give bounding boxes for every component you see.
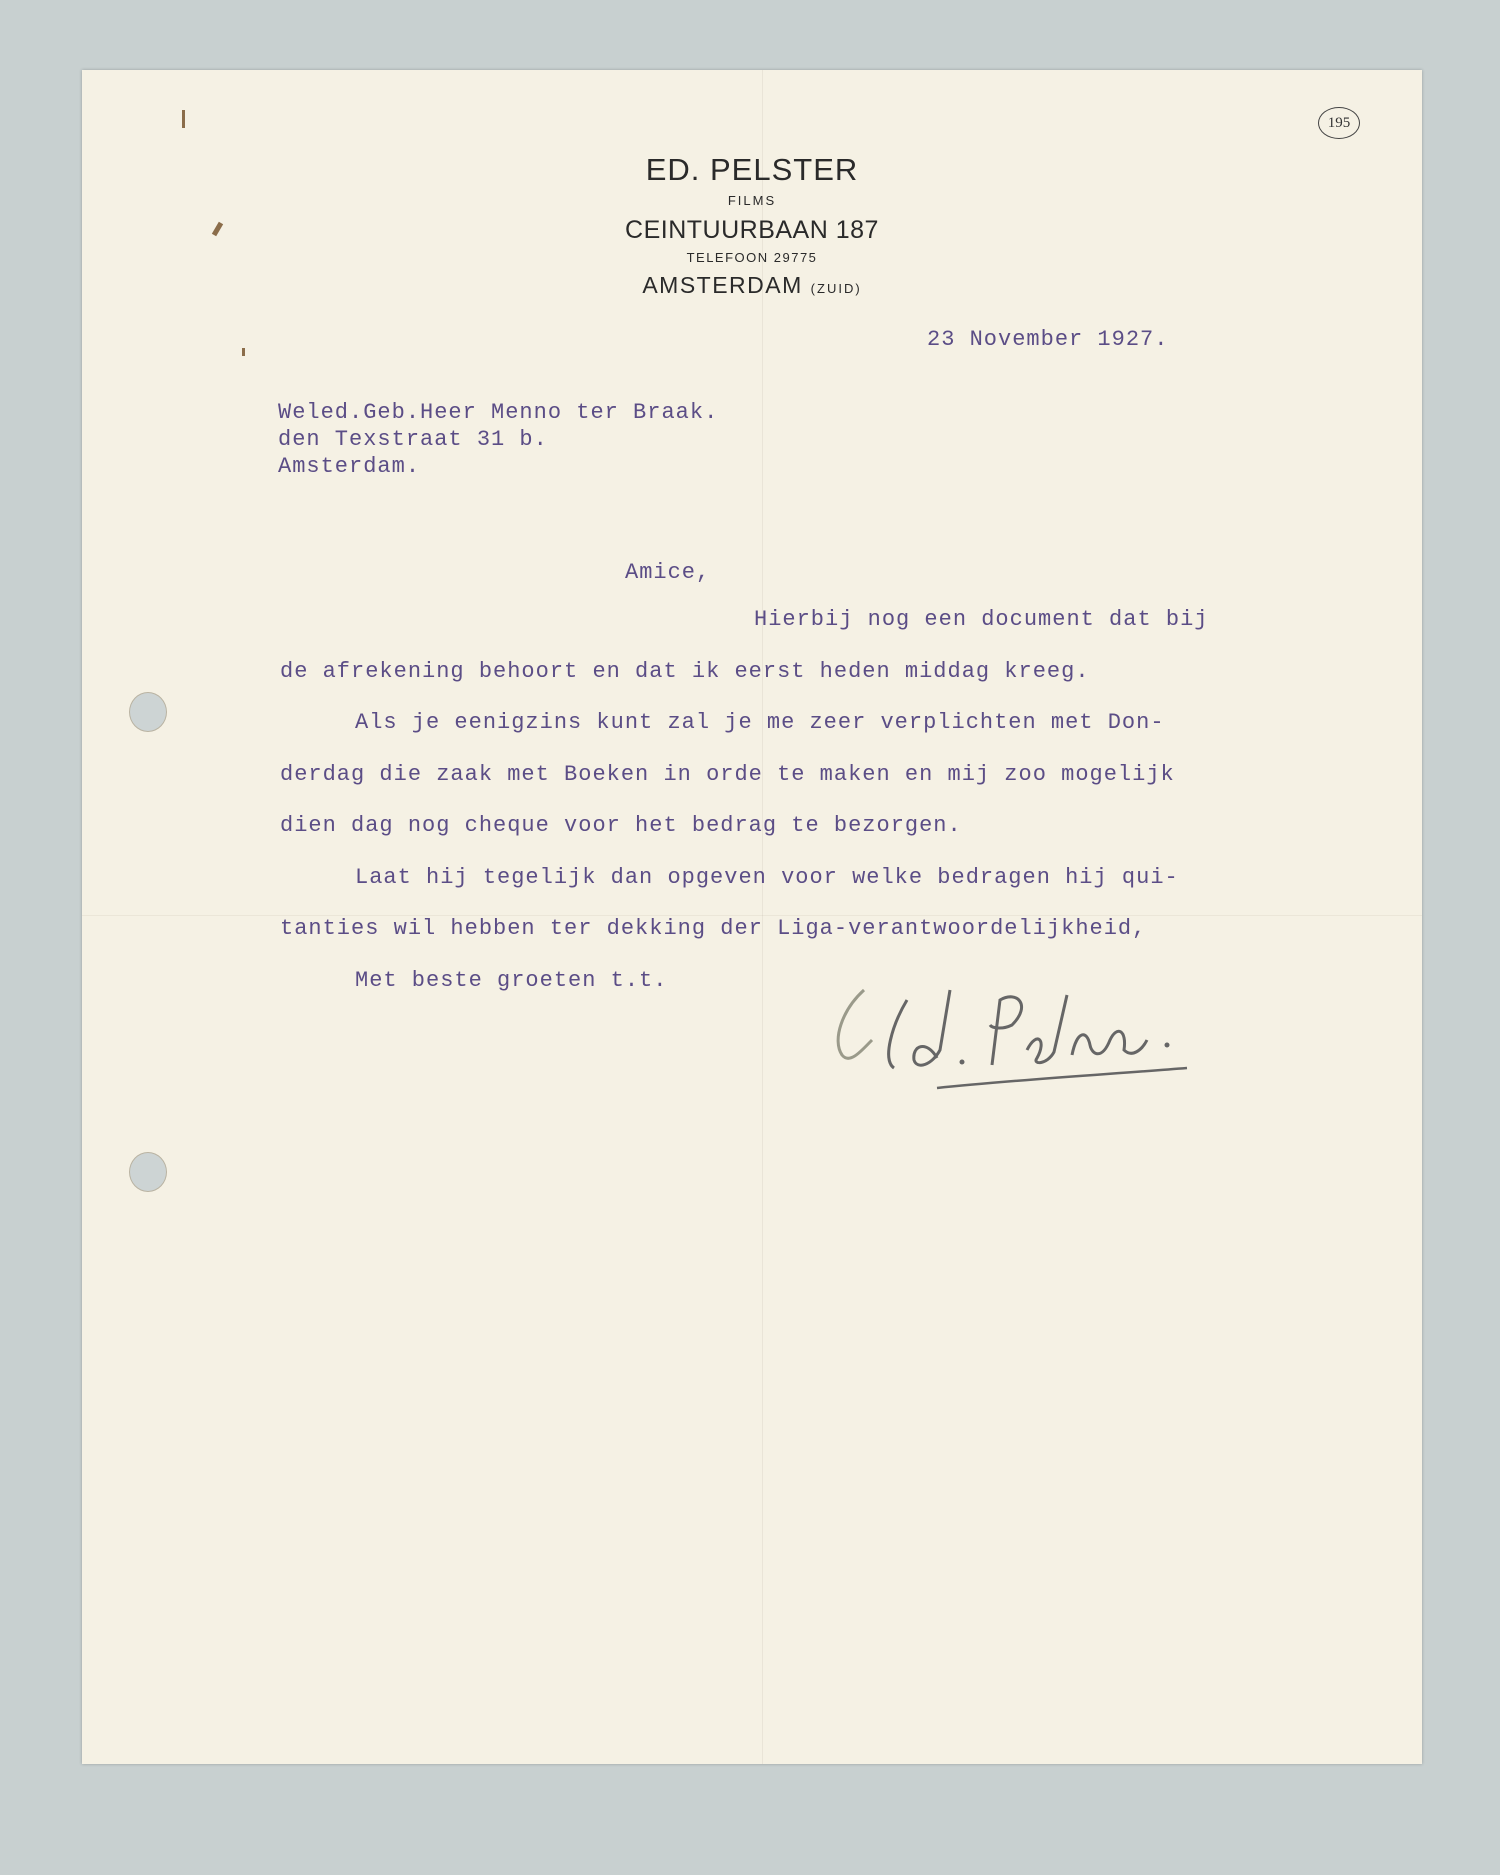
- body-line: Hierbij nog een document dat bij: [754, 607, 1209, 632]
- company-city-line: [82, 272, 1422, 299]
- handwritten-signature: [832, 970, 1252, 1090]
- margin-mark: [182, 110, 185, 128]
- letter-date: 23 November 1927.: [927, 327, 1169, 352]
- body-line: tanties wil hebben ter dekking der Liga-verantwoordelijkheid,: [280, 916, 1147, 941]
- body-line: de afrekening behoort en dat ik eerst heden middag kreeg.: [280, 659, 1090, 684]
- letter-sheet: [82, 70, 1422, 1764]
- company-name: ED. PELSTER: [645, 152, 859, 187]
- body-line: Als je eenigzins kunt zal je me zeer verplichten met Don-: [355, 710, 1165, 735]
- recipient-line-3: Amsterdam.: [278, 454, 421, 479]
- company-phone: TELEFOON 29775: [686, 250, 818, 265]
- margin-mark: [242, 348, 245, 356]
- company-subtitle: FILMS: [727, 193, 777, 208]
- body-line: derdag die zaak met Boeken in orde te maken en mij zoo mogelijk: [280, 762, 1175, 787]
- body-line: Laat hij tegelijk dan opgeven voor welke bedragen hij qui-: [355, 865, 1179, 890]
- punch-hole-top: [129, 692, 167, 732]
- recipient-line-2: den Texstraat 31 b.: [278, 427, 548, 452]
- punch-hole-bottom: [129, 1152, 167, 1192]
- folio-number: 195: [1318, 107, 1360, 139]
- company-street: CEINTUURBAAN 187: [625, 216, 879, 244]
- recipient-line-1: Weled.Geb.Heer Menno ter Braak.: [278, 400, 719, 425]
- salutation: Amice,: [625, 560, 711, 585]
- body-line: dien dag nog cheque voor het bedrag te bezorgen.: [280, 813, 962, 838]
- body-line: Met beste groeten t.t.: [355, 968, 668, 993]
- company-city: AMSTERDAM: [642, 272, 803, 298]
- company-district: (ZUID): [810, 281, 862, 296]
